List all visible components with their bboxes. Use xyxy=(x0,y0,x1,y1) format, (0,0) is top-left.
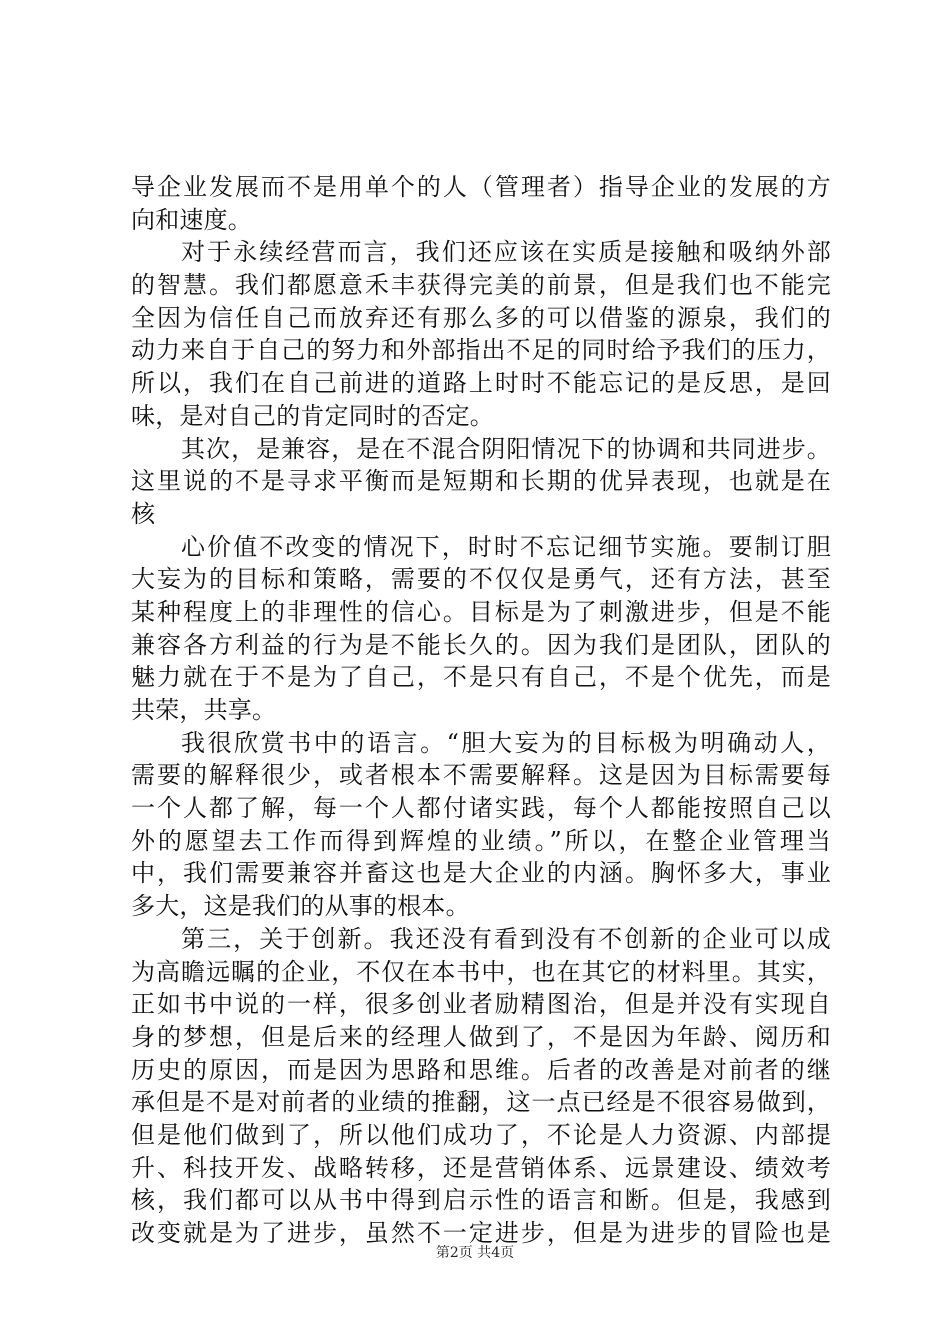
text-line: 中，我们需要兼容并畜这也是大企业的内涵。胸怀多大，事业 xyxy=(131,859,831,888)
text-line: 升、科技开发、战略转移，还是营销体系、远景建设、绩效考 xyxy=(131,1153,831,1182)
text-line: 向和速度。 xyxy=(131,205,252,234)
text-line: 我很欣赏书中的语言。“胆大妄为的目标极为明确动人， xyxy=(181,728,831,757)
text-line: 一个人都了解，每一个人都付诸实践，每个人都能按照自己以 xyxy=(131,794,831,823)
text-line: 外的愿望去工作而得到辉煌的业绩。”所以，在整企业管理当 xyxy=(131,826,831,855)
text-line: 其次，是兼容，是在不混合阴阳情况下的协调和共同进步。 xyxy=(181,434,831,463)
text-line: 魅力就在于不是为了自己，不是只有自己，不是个优先，而是 xyxy=(131,663,831,692)
text-line: 核，我们都可以从书中得到启示性的语言和断。但是，我感到 xyxy=(131,1186,831,1215)
document-body xyxy=(131,171,831,1250)
text-line: 身的梦想，但是后来的经理人做到了，不是因为年龄、阅历和 xyxy=(131,1022,831,1051)
text-line: 共荣，共享。 xyxy=(131,696,277,724)
text-line: 心价值不改变的情况下，时时不忘记细节实施。要制订胆 xyxy=(181,532,831,561)
text-line: 对于永续经营而言，我们还应该在实质是接触和吸纳外部 xyxy=(181,238,831,267)
text-line: 动力来自于自己的努力和外部指出不足的同时给予我们的压力， xyxy=(131,336,831,365)
text-line: 需要的解释很少，或者根本不需要解释。这是因为目标需要每 xyxy=(131,761,831,790)
text-line: 为高瞻远瞩的企业，不仅在本书中，也在其它的材料里。其实， xyxy=(131,957,831,986)
text-line: 改变就是为了进步，虽然不一定进步，但是为进步的冒险也是 xyxy=(131,1219,831,1247)
text-line: 多大，这是我们的从事的根本。 xyxy=(131,892,470,921)
text-line: 味，是对自己的肯定同时的否定。 xyxy=(131,401,494,430)
page-number-footer: 第2页 共4页 xyxy=(435,1245,515,1261)
text-line: 某种程度上的非理性的信心。目标是为了刺激进步，但是不能 xyxy=(131,597,831,626)
text-line: 导企业发展而不是用单个的人（管理者）指导企业的发展的方 xyxy=(131,173,831,201)
text-line: 正如书中说的一样，很多创业者励精图治，但是并没有实现自 xyxy=(131,990,831,1019)
text-line: 这里说的不是寻求平衡而是短期和长期的优异表现，也就是在 xyxy=(131,467,831,496)
text-line: 核 xyxy=(131,499,156,528)
text-line: 全因为信任自己而放弃还有那么多的可以借鉴的源泉，我们的 xyxy=(131,303,831,332)
text-line: 大妄为的目标和策略，需要的不仅仅是勇气，还有方法，甚至 xyxy=(131,565,831,594)
text-line: 的智慧。我们都愿意禾丰获得完美的前景，但是我们也不能完 xyxy=(131,271,831,300)
text-line: 兼容各方利益的行为是不能长久的。因为我们是团队，团队的 xyxy=(131,630,831,659)
text-line: 第三，关于创新。我还没有看到没有不创新的企业可以成 xyxy=(181,924,831,953)
text-line: 所以，我们在自己前进的道路上时时不能忘记的是反思，是回 xyxy=(131,369,831,398)
text-line: 承但是不是对前者的业绩的推翻，这一点已经是不很容易做到， xyxy=(131,1088,831,1117)
text-line: 历史的原因，而是因为思路和思维。后者的改善是对前者的继 xyxy=(131,1055,831,1084)
text-line: 但是他们做到了，所以他们成功了，不论是人力资源、内部提 xyxy=(131,1120,831,1149)
